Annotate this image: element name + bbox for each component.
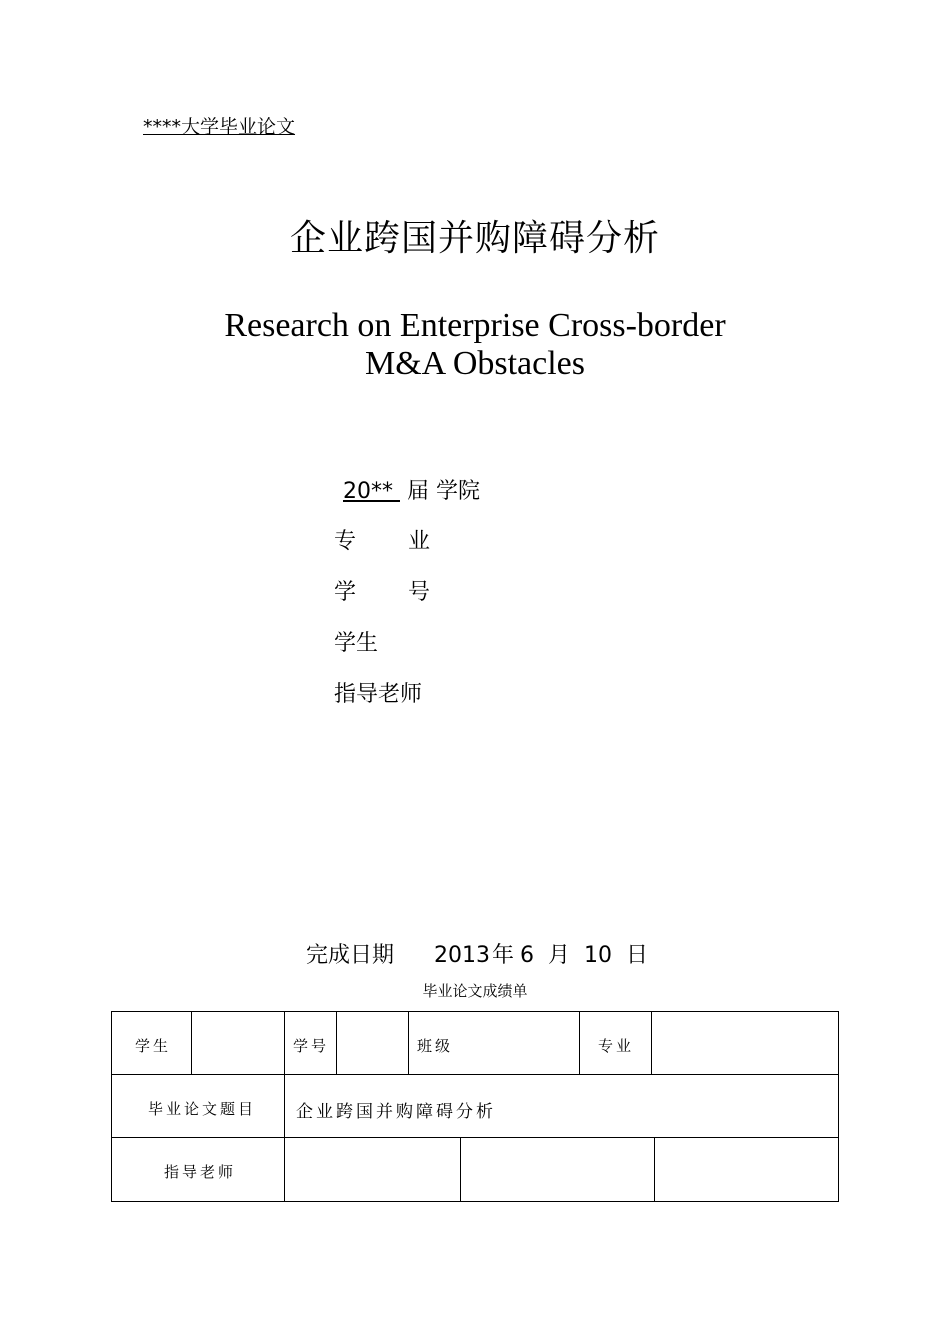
grade-thesis-title-value: 企业跨国并购障碍分析	[296, 1102, 496, 1122]
grade-class-label: 班级	[417, 1037, 454, 1055]
university-header: ****大学毕业论文	[143, 116, 296, 138]
info-student-label: 学生	[334, 631, 379, 656]
completion-day-unit: 日	[626, 943, 649, 968]
info-year-value: 20**	[343, 479, 393, 504]
grade-sheet-caption: 毕业论文成绩单	[422, 982, 528, 1000]
thesis-title-chinese: 企业跨国并购障碍分析	[289, 218, 660, 259]
completion-label: 完成日期	[306, 943, 395, 968]
grade-thesis-title-label: 毕业论文题目	[148, 1100, 257, 1118]
grade-student-no-label: 学号	[293, 1037, 330, 1055]
completion-day: 10	[584, 943, 613, 968]
info-student-no-label: 学号	[334, 580, 483, 605]
thesis-title-english-line1: Research on Enterprise Cross-border	[224, 307, 726, 344]
grade-student-label: 学生	[135, 1037, 172, 1055]
grade-advisor-label: 指导老师	[164, 1163, 237, 1181]
thesis-title-english-line2: M&A Obstacles	[364, 345, 586, 382]
completion-month-unit: 月	[548, 943, 571, 968]
completion-month: 6	[520, 943, 535, 968]
grade-sheet-table	[111, 1011, 839, 1202]
grade-major-label: 专业	[598, 1037, 635, 1055]
info-year-college	[343, 474, 480, 505]
completion-year: 2013	[434, 943, 491, 968]
completion-year-unit: 年	[492, 943, 515, 968]
info-year-suffix: 届 学院	[400, 479, 480, 504]
info-advisor-label: 指导老师	[334, 682, 423, 707]
info-major-label: 专业	[334, 529, 483, 554]
completion-date	[306, 938, 658, 969]
